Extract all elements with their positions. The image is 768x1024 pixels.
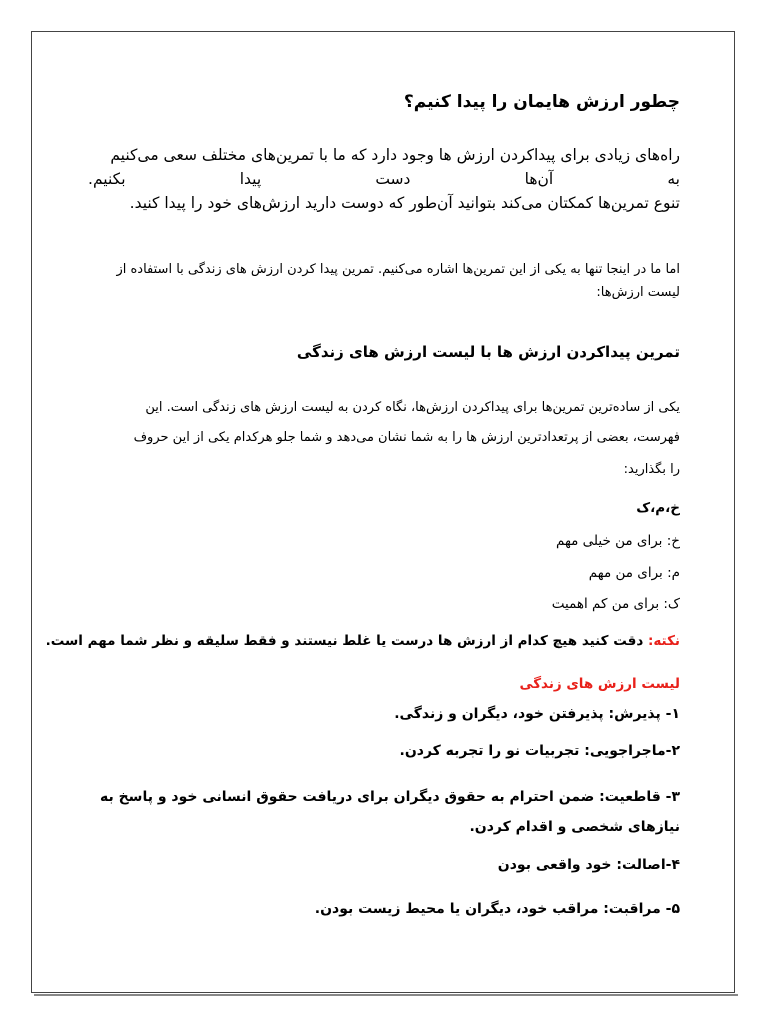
- value-item: ۳- قاطعیت: ضمن احترام به حقوق دیگران برای دریافت حقوق انسانی خود و پاسخ به: [99, 789, 680, 805]
- intro-line-3: تنوع تمرین‌ها کمکتان می‌کند بتوانید آن‌طور که دوست دارید ارزش‌های خود را پیدا کنید.: [129, 194, 680, 212]
- legend-letters: خ،م،ک: [636, 500, 680, 516]
- page-title: چطور ارزش هایمان را پیدا کنیم؟: [403, 92, 680, 112]
- value-item: ۲-ماجراجویی: تجربیات نو را تجربه کردن.: [399, 743, 680, 759]
- exercise-note-line-1: اما ما در اینجا تنها به یکی از این تمرین‌ها اشاره می‌کنیم. تمرین پیدا کردن ارزش های زندگی با استفاده از: [116, 262, 680, 277]
- legend-mim: م: برای من مهم: [588, 565, 680, 581]
- intro-line-1: راه‌های زیادی برای پیداکردن ارزش ها وجود دارد که ما با تمرین‌های مختلف سعی می‌کنیم: [110, 146, 680, 164]
- intro-word: آن‌ها: [524, 170, 554, 188]
- legend-kaf: ک: برای من کم اهمیت: [551, 596, 680, 612]
- intro-word: دست: [375, 170, 411, 188]
- section-body-line-2: فهرست، بعضی از پرتعدادترین ارزش ها را به شما نشان می‌دهد و شما جلو هرکدام یکی از این حروف: [133, 430, 680, 445]
- section-title: تمرین پیداکردن ارزش ها با لیست ارزش های زندگی: [296, 343, 680, 361]
- value-item: ۱- پذیرش: پذیرفتن خود، دیگران و زندگی.: [394, 706, 680, 722]
- value-item: ۵- مراقبت: مراقب خود، دیگران یا محیط زیست بودن.: [314, 901, 680, 917]
- note-text: دقت کنید هیچ کدام از ارزش ها درست یا غلط نیستند و فقط سلیقه و نظر شما مهم است.: [45, 633, 648, 649]
- section-body-line-1: یکی از ساده‌ترین تمرین‌ها برای پیداکردن ارزش‌ها، نگاه کردن به لیست ارزش های زندگی است. این: [145, 400, 680, 415]
- value-item-continuation: نیازهای شخصی و اقدام کردن.: [469, 819, 680, 835]
- intro-word: به: [667, 170, 680, 188]
- exercise-note-line-2: لیست ارزش‌ها:: [596, 285, 680, 300]
- note-paragraph: [45, 633, 680, 649]
- intro-line-2: [88, 170, 680, 188]
- note-label: نکته:: [647, 633, 680, 649]
- intro-word: بکنیم.: [88, 170, 126, 188]
- value-item: ۴-اصالت: خود واقعی بودن: [497, 857, 680, 873]
- section-body-line-3: را بگذارید:: [623, 462, 680, 477]
- intro-word: پیدا: [239, 170, 262, 188]
- values-list-title: لیست ارزش های زندگی: [519, 676, 680, 692]
- legend-kh: خ: برای من خیلی مهم: [555, 533, 680, 549]
